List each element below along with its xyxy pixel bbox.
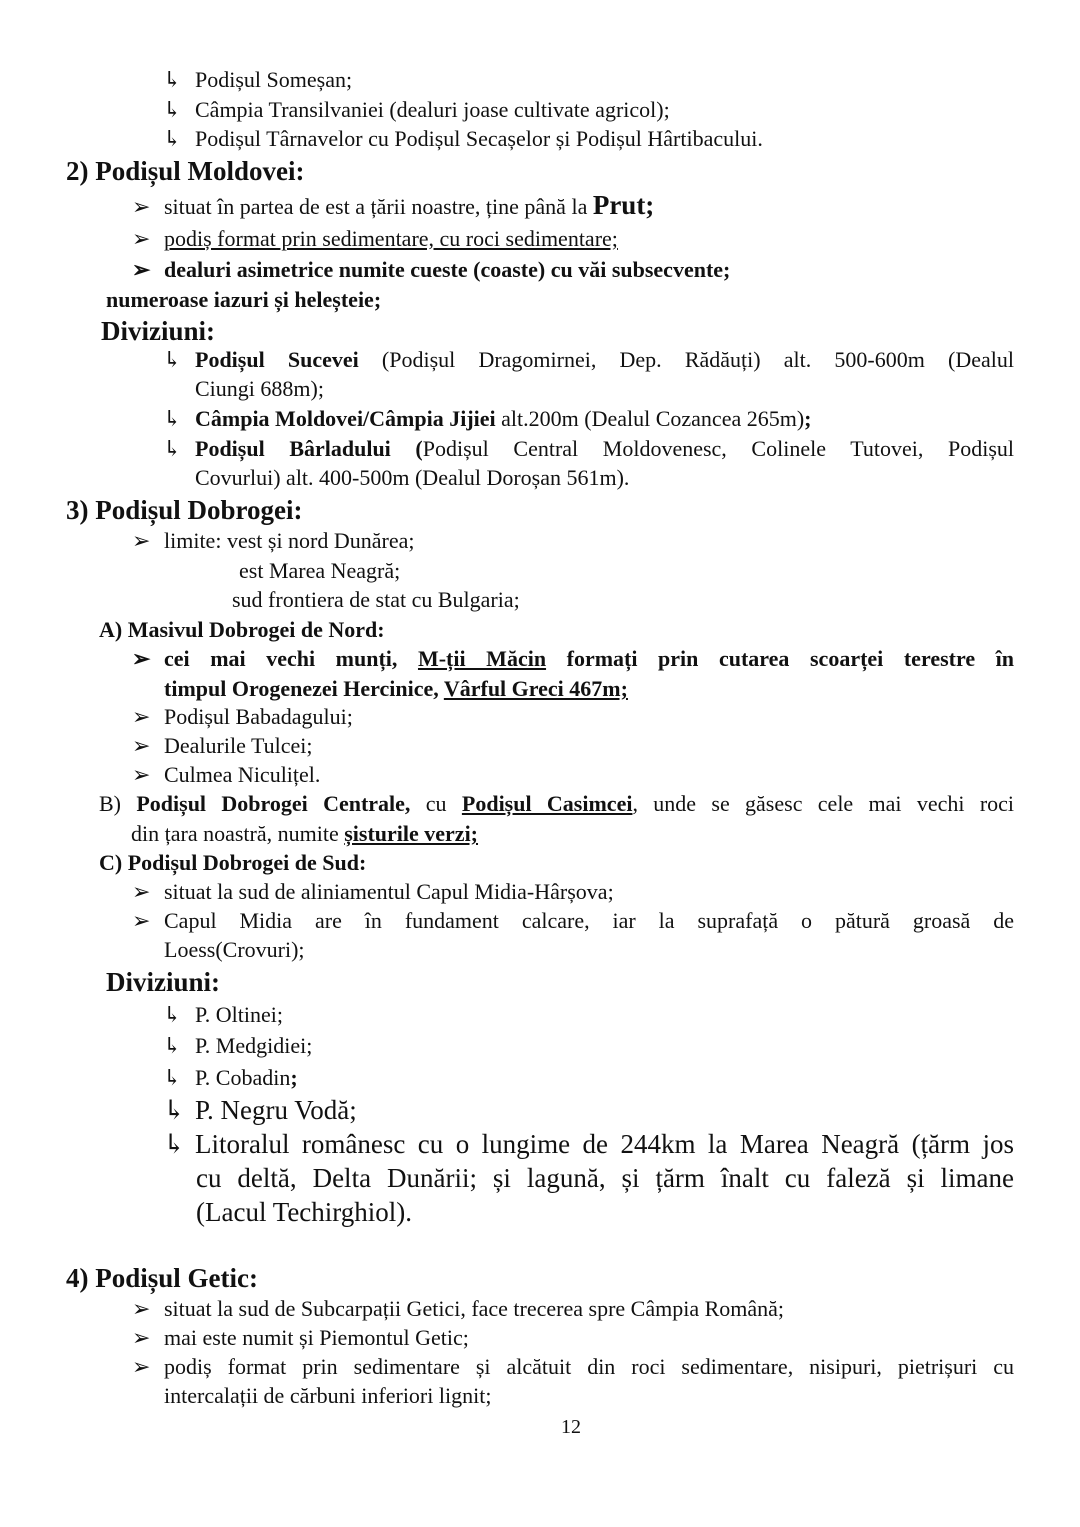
list-item: ↳ Podișul Târnavelor cu Podișul Secașelor și Podișul Hârtibacului. [163, 126, 763, 151]
list-item: ➢ cei mai vechi munți, M-ții Măcin formați prin cutarea scoarței terestre în [132, 646, 1015, 671]
list-item: ↳ P. Negru Vodă; [163, 1095, 357, 1125]
list-item-continuation: Ciungi 688m); [195, 376, 324, 401]
list-item: ➢ Culmea Niculițel. [132, 762, 321, 787]
list-item: ➢ Podișul Babadagului; [132, 704, 353, 729]
list-item: ➢ podiș format prin sedimentare, cu roci sedimentare; [132, 226, 618, 251]
list-item: ➢ mai este numit și Piemontul Getic; [132, 1325, 469, 1350]
arrow-bullet-icon: ➢ [132, 646, 151, 671]
list-item-continuation: cu deltă, Delta Dunării; și lagună, și țărm înalt cu faleză și limane [196, 1163, 1014, 1193]
list-item: ↳ Litoralul românesc cu o lungime de 244km la Marea Neagră (țărm jos [163, 1129, 1014, 1159]
list-item: ↳ Câmpia Transilvaniei (dealuri joase cultivate agricol); [163, 97, 670, 122]
arrow-bullet-icon: ➢ [132, 226, 151, 251]
list-item-continuation: Loess(Crovuri); [164, 937, 305, 962]
list-item: ➢ Capul Midia are în fundament calcare, iar la suprafață o pătură groasă de [132, 908, 1014, 933]
hook-arrow-icon: ↳ [163, 1033, 182, 1058]
page-number: 12 [561, 1416, 581, 1438]
hook-arrow-icon: ↳ [163, 1129, 186, 1159]
hook-arrow-icon: ↳ [163, 67, 182, 92]
list-item-continuation: est Marea Neagră; [239, 558, 401, 583]
list-item: ➢ situat în partea de est a țării noastre, ține până la Prut; [132, 190, 655, 220]
arrow-bullet-icon: ➢ [132, 908, 151, 933]
hook-arrow-icon: ↳ [163, 1065, 182, 1090]
arrow-bullet-icon: ➢ [132, 879, 151, 904]
list-item-continuation: Covurlui) alt. 400-500m (Dealul Doroșan 561m). [195, 465, 630, 490]
list-item-continuation: sud frontiera de stat cu Bulgaria; [232, 587, 520, 612]
list-item: ↳ P. Medgidiei; [163, 1033, 313, 1058]
list-item-continuation: timpul Orogenezei Hercinice, Vârful Greci 467m; [164, 676, 628, 701]
hook-arrow-icon: ↳ [163, 1002, 182, 1027]
subsection-heading: C) Podișul Dobrogei de Sud: [99, 850, 367, 875]
list-item: ↳ Podișul Sucevei (Podișul Dragomirnei, Dep. Rădăuți) alt. 500-600m (Dealul [163, 347, 1014, 372]
subsection-heading: Diviziuni: [101, 316, 216, 346]
arrow-bullet-icon: ➢ [132, 733, 151, 758]
arrow-bullet-icon: ➢ [132, 1296, 151, 1321]
list-item: ➢ Dealurile Tulcei; [132, 733, 313, 758]
arrow-bullet-icon: ➢ [132, 194, 151, 219]
hook-arrow-icon: ↳ [163, 97, 182, 122]
list-item-continuation: numeroase iazuri și heleșteie; [106, 287, 382, 312]
list-item: ↳ P. Cobadin; [163, 1065, 298, 1090]
section-heading: 2) Podișul Moldovei: [66, 156, 305, 186]
arrow-bullet-icon: ➢ [132, 1325, 151, 1350]
arrow-bullet-icon: ➢ [132, 1354, 151, 1379]
subsection-paragraph: B) Podișul Dobrogei Centrale, cu Podișul Casimcei, unde se găsesc cele mai vechi roci [99, 791, 1015, 816]
arrow-bullet-icon: ➢ [132, 528, 151, 553]
hook-arrow-icon: ↳ [163, 406, 182, 431]
section-heading: 4) Podișul Getic: [66, 1263, 258, 1293]
subsection-paragraph-continuation: din țara noastră, numite șisturile verzi; [131, 821, 479, 846]
list-item: ➢ dealuri asimetrice numite cueste (coaste) cu văi subsecvente; [132, 257, 731, 282]
list-item-continuation: intercalații de cărbuni inferiori lignit; [164, 1383, 492, 1408]
list-item: ↳ Podișul Bârladului (Podișul Central Moldovenesc, Colinele Tutovei, Podișul [163, 436, 1014, 461]
list-item: ➢ situat la sud de Subcarpații Getici, face trecerea spre Câmpia Română; [132, 1296, 785, 1321]
list-item: ↳ Câmpia Moldovei/Câmpia Jijiei alt.200m (Dealul Cozancea 265m); [163, 406, 812, 431]
list-item: ↳ P. Oltinei; [163, 1002, 284, 1027]
subsection-heading: A) Masivul Dobrogei de Nord: [99, 617, 385, 642]
list-item: ➢ limite: vest și nord Dunărea; [132, 528, 415, 553]
subsection-heading: Diviziuni: [106, 967, 221, 997]
list-item: ➢ situat la sud de aliniamentul Capul Midia-Hârșova; [132, 879, 614, 904]
hook-arrow-icon: ↳ [163, 436, 182, 461]
hook-arrow-icon: ↳ [163, 347, 182, 372]
arrow-bullet-icon: ➢ [132, 257, 151, 282]
arrow-bullet-icon: ➢ [132, 704, 151, 729]
arrow-bullet-icon: ➢ [132, 762, 151, 787]
hook-arrow-icon: ↳ [163, 1095, 186, 1125]
hook-arrow-icon: ↳ [163, 126, 182, 151]
section-heading: 3) Podișul Dobrogei: [66, 495, 303, 525]
list-item: ➢ podiș format prin sedimentare și alcătuit din roci sedimentare, nisipuri, pietrișuri cu [132, 1354, 1014, 1379]
list-item-continuation: (Lacul Techirghiol). [196, 1197, 413, 1227]
list-item: ↳ Podișul Someșan; [163, 67, 353, 92]
